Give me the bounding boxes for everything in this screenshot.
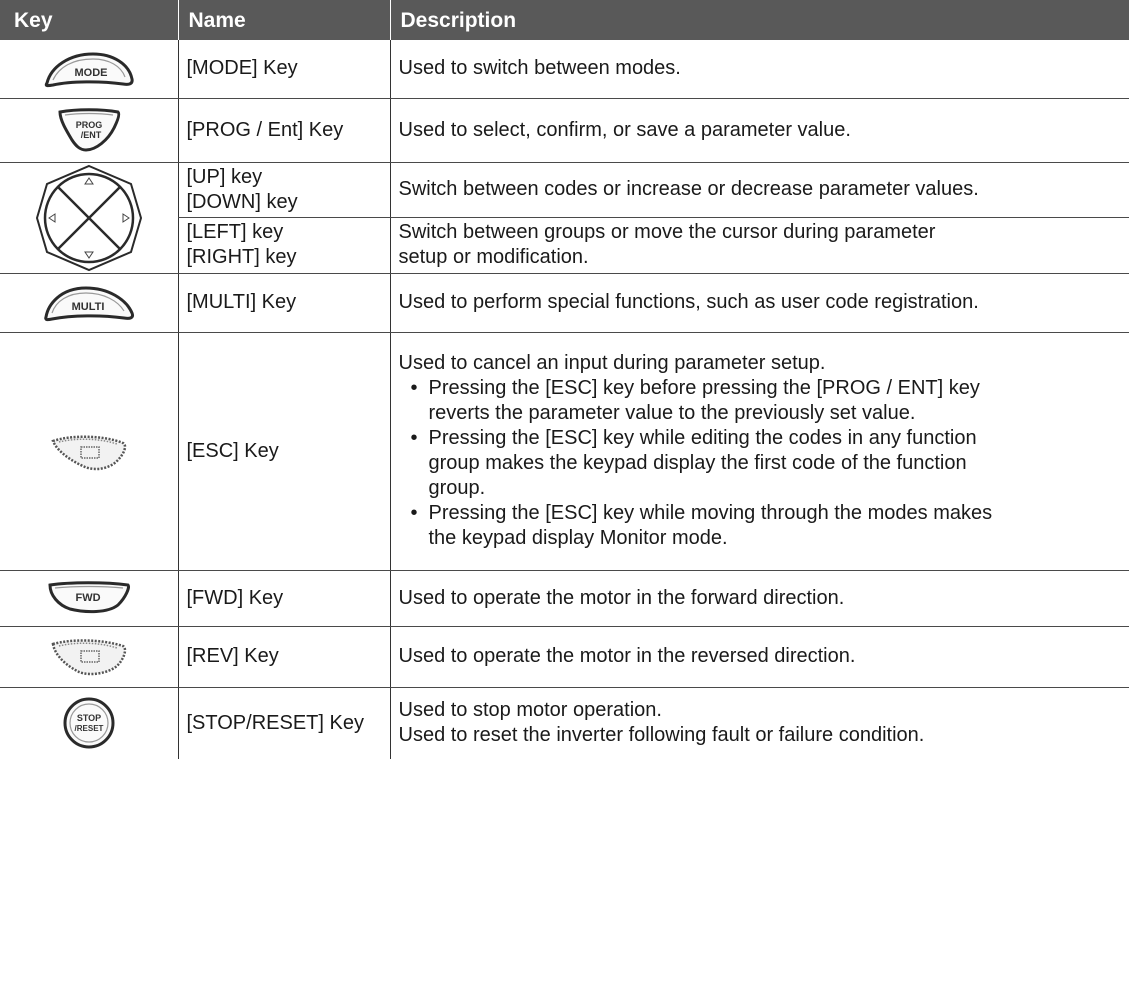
description-cell: Used to operate the motor in the forward direction. [390, 570, 1129, 626]
table-row [0, 687, 1129, 759]
table-header-row [0, 0, 1129, 40]
list-item: • Pressing the [ESC] key while editing the codes in any function group makes the keypad display the first code of the function group. [407, 426, 1122, 501]
fwd-key-icon [46, 579, 132, 617]
name-cell: [UP] key [DOWN] key [178, 162, 390, 217]
esc-key-icon [47, 429, 131, 473]
key-cell [0, 273, 178, 332]
name-cell: [LEFT] key [RIGHT] key [178, 217, 390, 273]
description-cell: Switch between codes or increase or decrease parameter values. [390, 162, 1129, 217]
multi-key-icon-label: MULTI [71, 300, 105, 313]
header-key: Key [0, 0, 178, 40]
multi-key-icon [42, 283, 136, 323]
description-cell: Used to operate the motor in the reversed direction. [390, 626, 1129, 687]
description-cell: Used to switch between modes. [390, 40, 1129, 98]
stop-reset-key-icon [62, 696, 116, 750]
description-cell: Used to stop motor operation. Used to reset the inverter following fault or failure condition. [398, 699, 925, 747]
header-name: Name [178, 0, 390, 40]
name-cell: [MODE] Key [178, 40, 390, 98]
key-cell [0, 162, 178, 273]
mode-key-icon-label: MODE [74, 66, 108, 79]
key-cell [0, 626, 178, 687]
description-cell: Used to cancel an input during parameter setup. • Pressing the [ESC] key before pressing the [PROG / ENT] key reverts the parameter value to the previously set value. • Pressing the [ESC] key while editing the codes in any function group makes the keypad display the first code of the function group. • Pressing the [ESC] key while moving through the modes makes the keypad display Monitor mode. [390, 332, 1129, 570]
stop-key-label: STOP [76, 713, 101, 724]
rev-key-icon [49, 636, 129, 678]
name-cell: [STOP/RESET] Key [178, 687, 390, 759]
table-row [0, 626, 1129, 687]
prog-key-label: PROG [75, 120, 103, 130]
key-cell [0, 40, 178, 98]
list-item: • Pressing the [ESC] key before pressing the [PROG / ENT] key reverts the parameter value to the previously set value. [407, 376, 1122, 426]
name-cell: [ESC] Key [178, 332, 390, 570]
name-cell: [FWD] Key [178, 570, 390, 626]
key-cell [0, 98, 178, 162]
description-cell: Used to perform special functions, such as user code registration. [390, 273, 1129, 332]
table-row [0, 332, 1129, 570]
prog-ent-key-icon [54, 106, 124, 154]
name-cell: [REV] Key [178, 626, 390, 687]
table-row [0, 162, 1129, 217]
table-row [0, 570, 1129, 626]
table-row [0, 98, 1129, 162]
header-description: Description [390, 0, 1129, 40]
ent-key-label: /ENT [80, 130, 102, 140]
list-item: • Pressing the [ESC] key while moving through the modes makes the keypad display Monitor mode. [407, 501, 1122, 551]
key-cell [0, 687, 178, 759]
table-row [0, 273, 1129, 332]
key-cell [0, 332, 178, 570]
direction-pad-icon [33, 164, 145, 272]
name-cell: [PROG / Ent] Key [178, 98, 390, 162]
description-cell: Used to select, confirm, or save a parameter value. [390, 98, 1129, 162]
mode-key-icon [41, 49, 137, 89]
esc-bullet-list [399, 376, 1122, 551]
description-cell: Switch between groups or move the cursor during parameter setup or modification. [390, 217, 1129, 273]
reset-key-label: /RESET [74, 724, 104, 734]
name-cell: [MULTI] Key [178, 273, 390, 332]
fwd-key-icon-label: FWD [75, 592, 101, 604]
key-cell [0, 570, 178, 626]
table-row [0, 40, 1129, 98]
